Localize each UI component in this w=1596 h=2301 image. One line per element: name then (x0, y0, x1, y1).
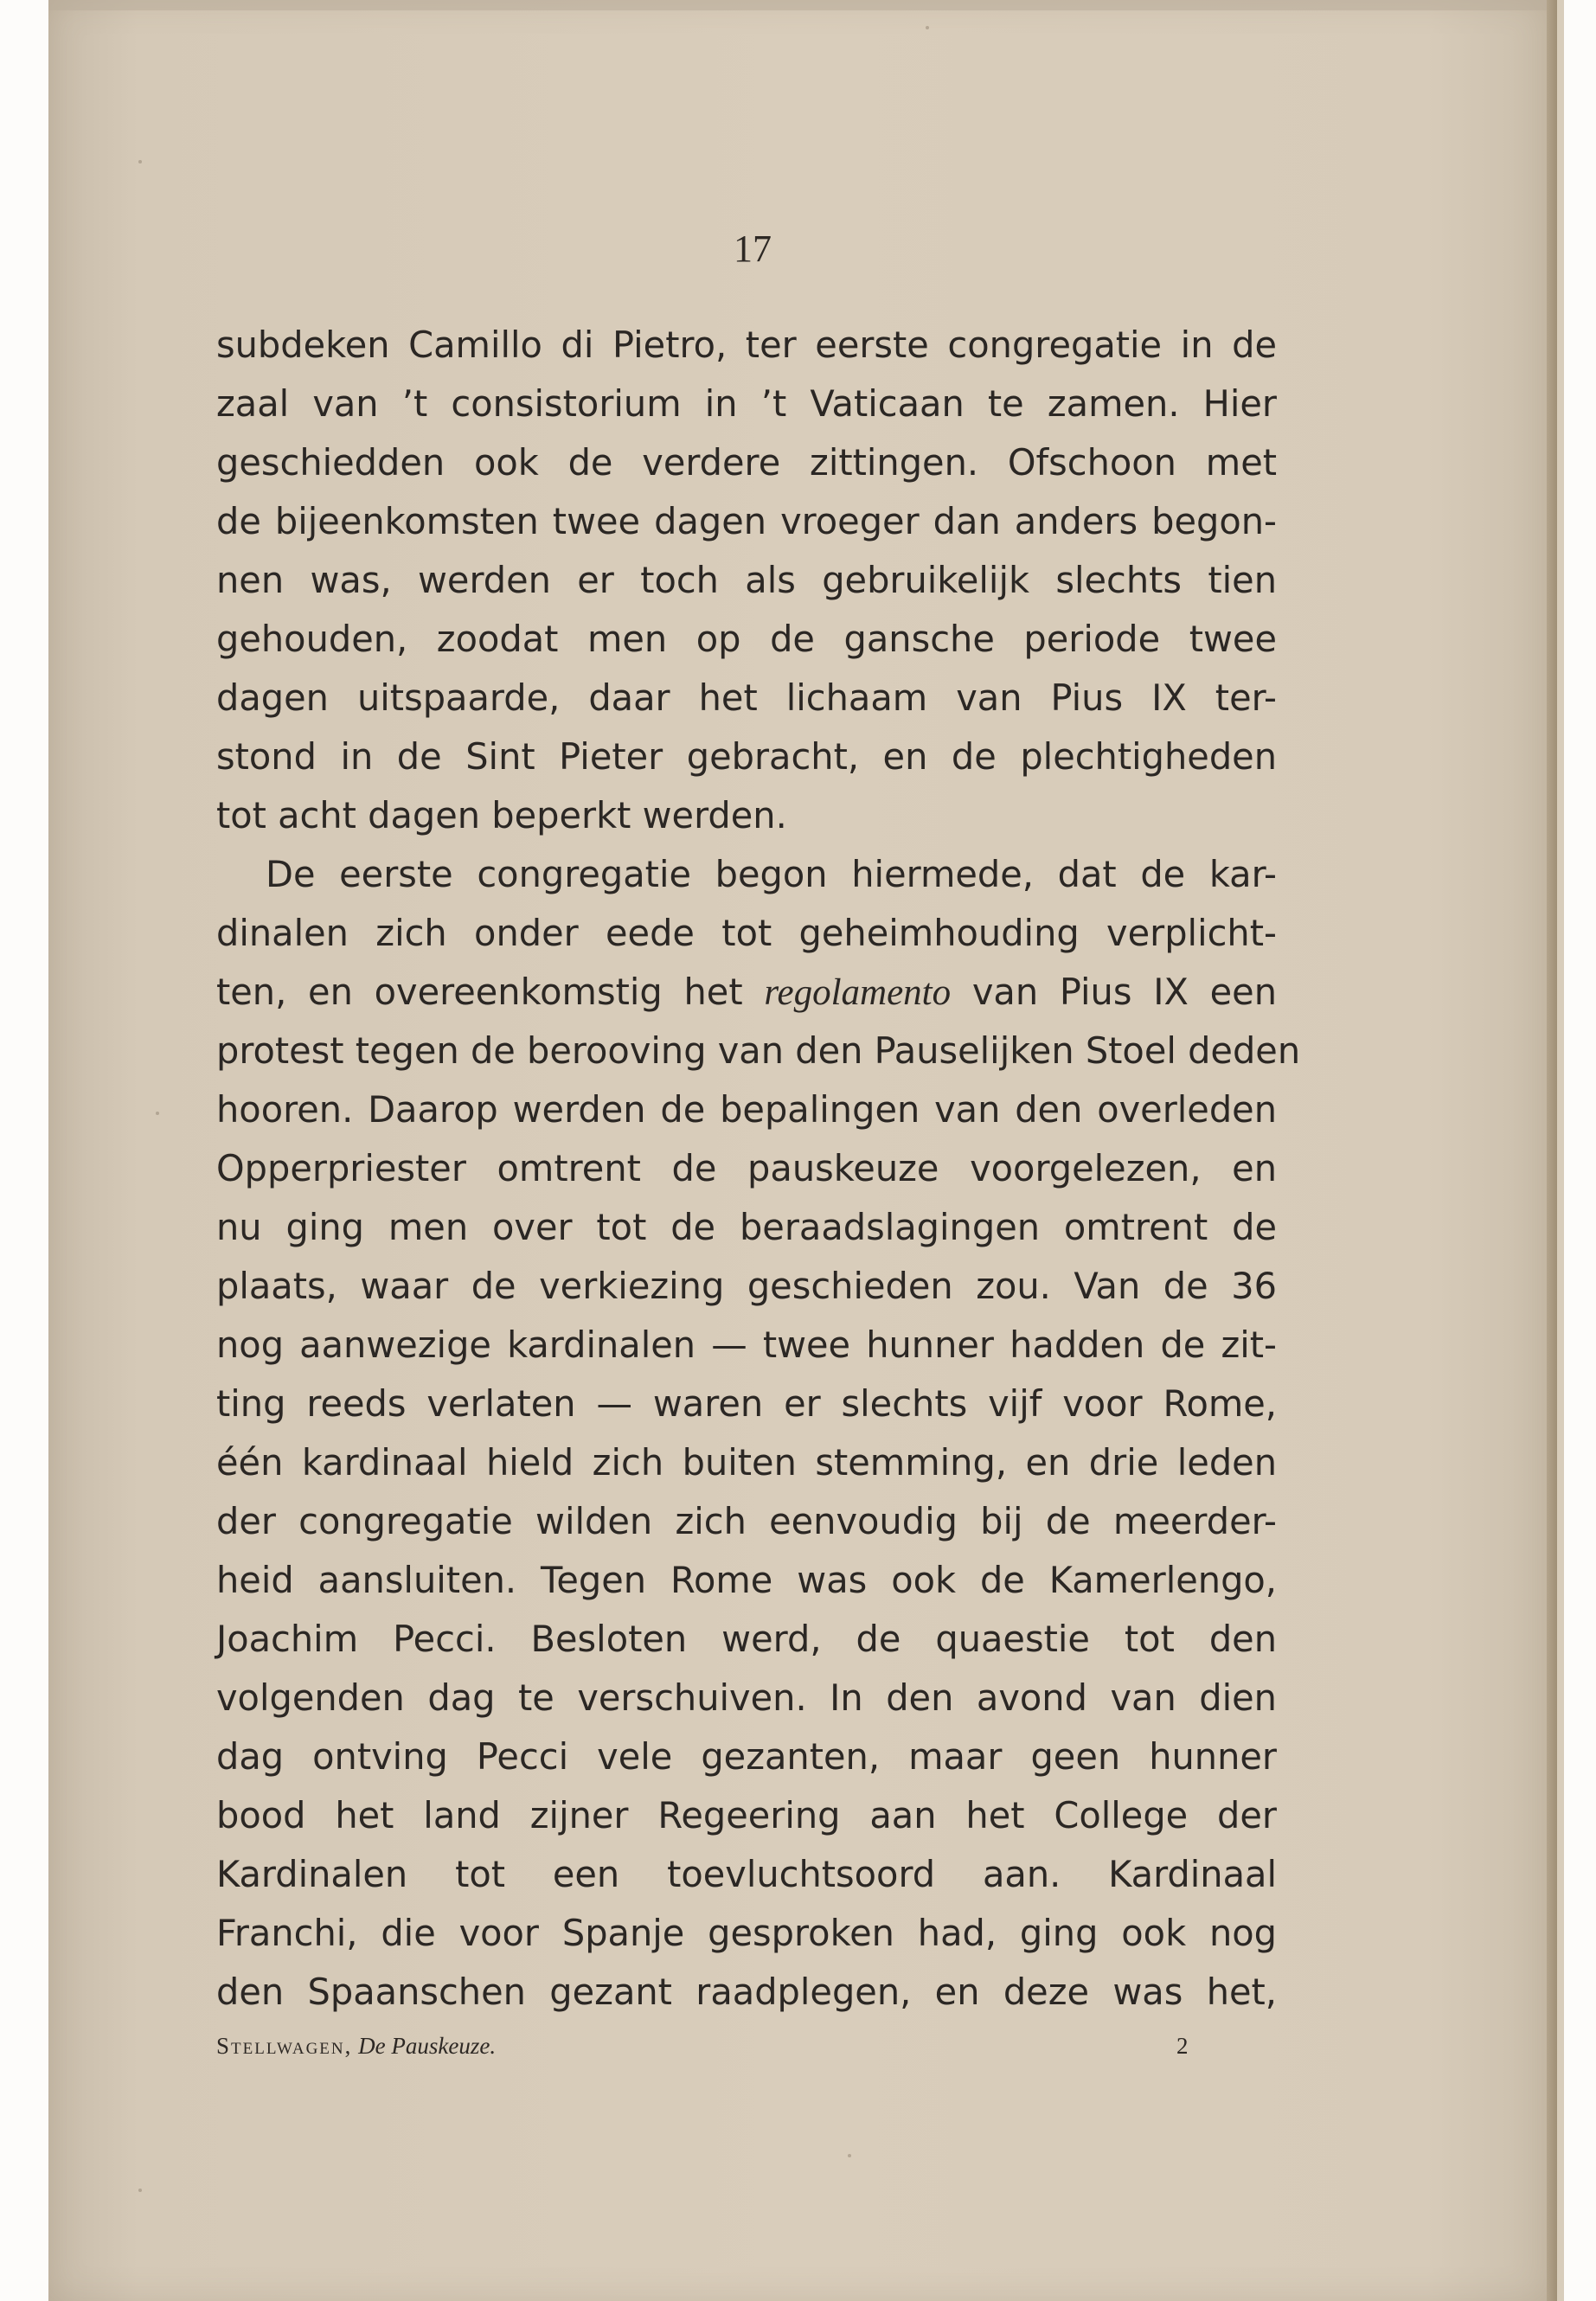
page-top-edge (48, 0, 1547, 10)
footer-title: De Pauskeuze. (358, 2033, 497, 2059)
book-fore-edge-highlight (1557, 0, 1564, 2301)
text-line: hooren. Daarop werden de bepalingen van den overleden (216, 1088, 1277, 1131)
text-line: nog aanwezige kardinalen — twee hunner hadden de zit- (216, 1324, 1277, 1366)
text-line: den Spaanschen gezant raadplegen, en deze was het, (216, 1971, 1277, 2013)
page-footer (216, 2033, 1211, 2076)
text-line: gehouden, zoodat men op de gansche periode twee (216, 618, 1277, 660)
text-line: volgenden dag te verschuiven. In den avond van dien (216, 1676, 1277, 1719)
text-line: de bijeenkomsten twee dagen vroeger dan anders begon- (216, 500, 1277, 542)
book-fore-edge (1547, 0, 1557, 2301)
footer-author: Stellwagen, (216, 2033, 353, 2059)
paper-speck (138, 160, 142, 163)
signature-mark: 2 (1176, 2033, 1189, 2059)
text-line: nu ging men over tot de beraadslagingen omtrent de (216, 1206, 1277, 1248)
text-line: heid aansluiten. Tegen Rome was ook de Kamerlengo, (216, 1559, 1277, 1601)
text-line: subdeken Camillo di Pietro, ter eerste congregatie in de (216, 324, 1277, 366)
text-line: protest tegen de berooving van den Pauselijken Stoel deden (216, 1029, 1301, 1072)
text-line: nen was, werden er toch als gebruikelijk slechts tien (216, 559, 1277, 601)
text-line: Joachim Pecci. Besloten werd, de quaestie tot den (216, 1618, 1277, 1660)
text-fragment: ten, en overeenkomstig het (216, 971, 743, 1013)
body-text (216, 316, 1301, 2022)
paper-speck (138, 2189, 142, 2192)
text-line: dagen uitspaarde, daar het lichaam van Pius IX ter- (216, 676, 1277, 719)
text-line: plaats, waar de verkiezing geschieden zou. Van de 36 (216, 1265, 1277, 1307)
text-line: der congregatie wilden zich eenvoudig bij de meerder- (216, 1500, 1277, 1542)
text-line: bood het land zijner Regeering aan het College der (216, 1794, 1277, 1836)
text-fragment: van Pius IX een (971, 971, 1277, 1013)
text-line: Franchi, die voor Spanje gesproken had, ging ook nog (216, 1912, 1277, 1954)
text-line: De eerste congregatie begon hiermede, dat de kar- (266, 853, 1277, 895)
text-line: geschiedden ook de verdere zittingen. Ofschoon met (216, 441, 1277, 484)
paper-speck (156, 1112, 159, 1115)
paper-speck (926, 26, 929, 29)
page-number: 17 (734, 228, 772, 270)
text-line: Opperpriester omtrent de pauskeuze voorgelezen, en (216, 1147, 1277, 1189)
text-line: zaal van ’t consistorium in ’t Vaticaan te zamen. Hier (216, 382, 1277, 425)
text-line-mixed (216, 963, 1277, 1022)
text-line: tot acht dagen beperkt werden. (216, 794, 787, 836)
text-line: ting reeds verlaten — waren er slechts vijf voor Rome, (216, 1382, 1277, 1425)
text-line: één kardinaal hield zich buiten stemming, en drie leden (216, 1441, 1277, 1484)
italic-term: regolamento (764, 972, 952, 1013)
text-line: dinalen zich onder eede tot geheimhouding verplicht- (216, 912, 1277, 954)
text-line: stond in de Sint Pieter gebracht, en de plechtigheden (216, 735, 1277, 778)
text-line: Kardinalen tot een toevluchtsoord aan. Kardinaal (216, 1853, 1277, 1895)
text-line: dag ontving Pecci vele gezanten, maar geen hunner (216, 1735, 1277, 1778)
paper-speck (848, 2154, 851, 2157)
